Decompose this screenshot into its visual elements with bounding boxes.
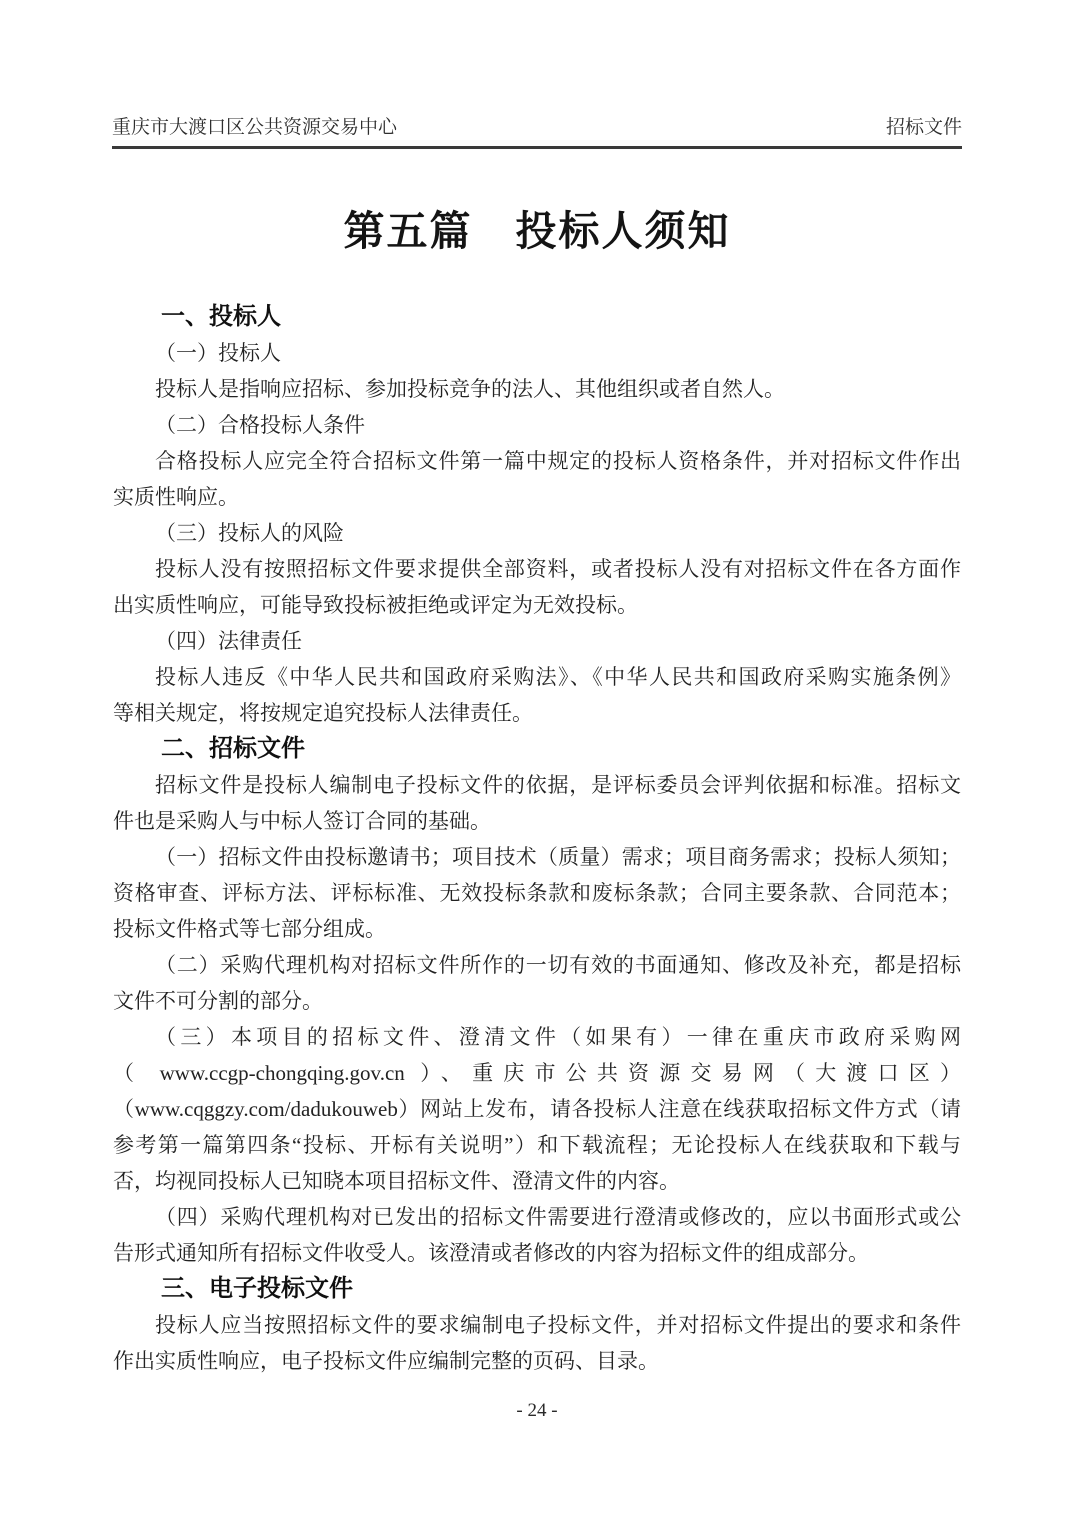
text-line: （一）投标人 — [155, 341, 281, 365]
page-title: 第五篇 投标人须知 — [343, 208, 731, 254]
text-line: 投标人是指响应招标、参加投标竞争的法人、其他组织或者自然人。 — [155, 377, 785, 401]
text-line: （一）招标文件由投标邀请书；项目技术（质量）需求；项目商务需求；投标人须知； — [155, 845, 961, 869]
page-header — [112, 112, 962, 149]
text-line: （三）本项目的招标文件、澄清文件（如果有）一律在重庆市政府采购网 — [155, 1025, 961, 1049]
text-line: （二）采购代理机构对招标文件所作的一切有效的书面通知、修改及补充，都是招标 — [155, 953, 961, 977]
text-line: 出实质性响应，可能导致投标被拒绝或评定为无效投标。 — [113, 593, 638, 617]
section-heading: 三、电子投标文件 — [161, 1276, 353, 1302]
text-line: 招标文件是投标人编制电子投标文件的依据，是评标委员会评判依据和标准。招标文 — [155, 773, 961, 797]
text-line: 否，均视同投标人已知晓本项目招标文件、澄清文件的内容。 — [113, 1169, 680, 1193]
text-line: 作出实质性响应，电子投标文件应编制完整的页码、目录。 — [113, 1349, 659, 1373]
text-line: （四）采购代理机构对已发出的招标文件需要进行澄清或修改的，应以书面形式或公 — [155, 1205, 961, 1229]
header-org-name: 重庆市大渡口区公共资源交易中心 — [112, 117, 398, 138]
text-line: 文件不可分割的部分。 — [113, 989, 323, 1013]
text-line: （ www.ccgp-chongqing.gov.cn ）、重庆市公共资源交易网（大渡口区） — [113, 1061, 961, 1085]
text-line: 实质性响应。 — [113, 485, 239, 509]
text-line: 投标人没有按照招标文件要求提供全部资料，或者投标人没有对招标文件在各方面作 — [155, 557, 961, 581]
text-line: 参考第一篇第四条“投标、开标有关说明”）和下载流程；无论投标人在线获取和下载与 — [113, 1133, 961, 1157]
text-line: （二）合格投标人条件 — [155, 413, 365, 437]
text-line: 投标人违反《中华人民共和国政府采购法》、《中华人民共和国政府采购实施条例》 — [155, 665, 961, 689]
text-line: 资格审查、评标方法、评标标准、无效投标条款和废标条款；合同主要条款、合同范本； — [113, 881, 961, 905]
text-line: （www.cqggzy.com/dadukouweb）网站上发布，请各投标人注意在线获取招标文件方式（请 — [113, 1097, 961, 1121]
text-line: 件也是采购人与中标人签订合同的基础。 — [113, 809, 491, 833]
text-line: 投标文件格式等七部分组成。 — [113, 917, 386, 941]
text-line: （三）投标人的风险 — [155, 521, 344, 545]
text-line: （四）法律责任 — [155, 629, 302, 653]
section-heading: 一、投标人 — [161, 304, 281, 330]
text-line: 投标人应当按照招标文件的要求编制电子投标文件，并对招标文件提出的要求和条件 — [155, 1313, 961, 1337]
document-body — [113, 299, 961, 1379]
header-doc-type: 招标文件 — [885, 117, 962, 138]
page-number: - 24 - — [516, 1400, 558, 1421]
text-line: 告形式通知所有招标文件收受人。该澄清或者修改的内容为招标文件的组成部分。 — [113, 1241, 869, 1265]
text-line: 等相关规定，将按规定追究投标人法律责任。 — [113, 701, 533, 725]
text-line: 合格投标人应完全符合招标文件第一篇中规定的投标人资格条件，并对招标文件作出 — [155, 449, 961, 473]
section-heading: 二、招标文件 — [161, 736, 305, 762]
